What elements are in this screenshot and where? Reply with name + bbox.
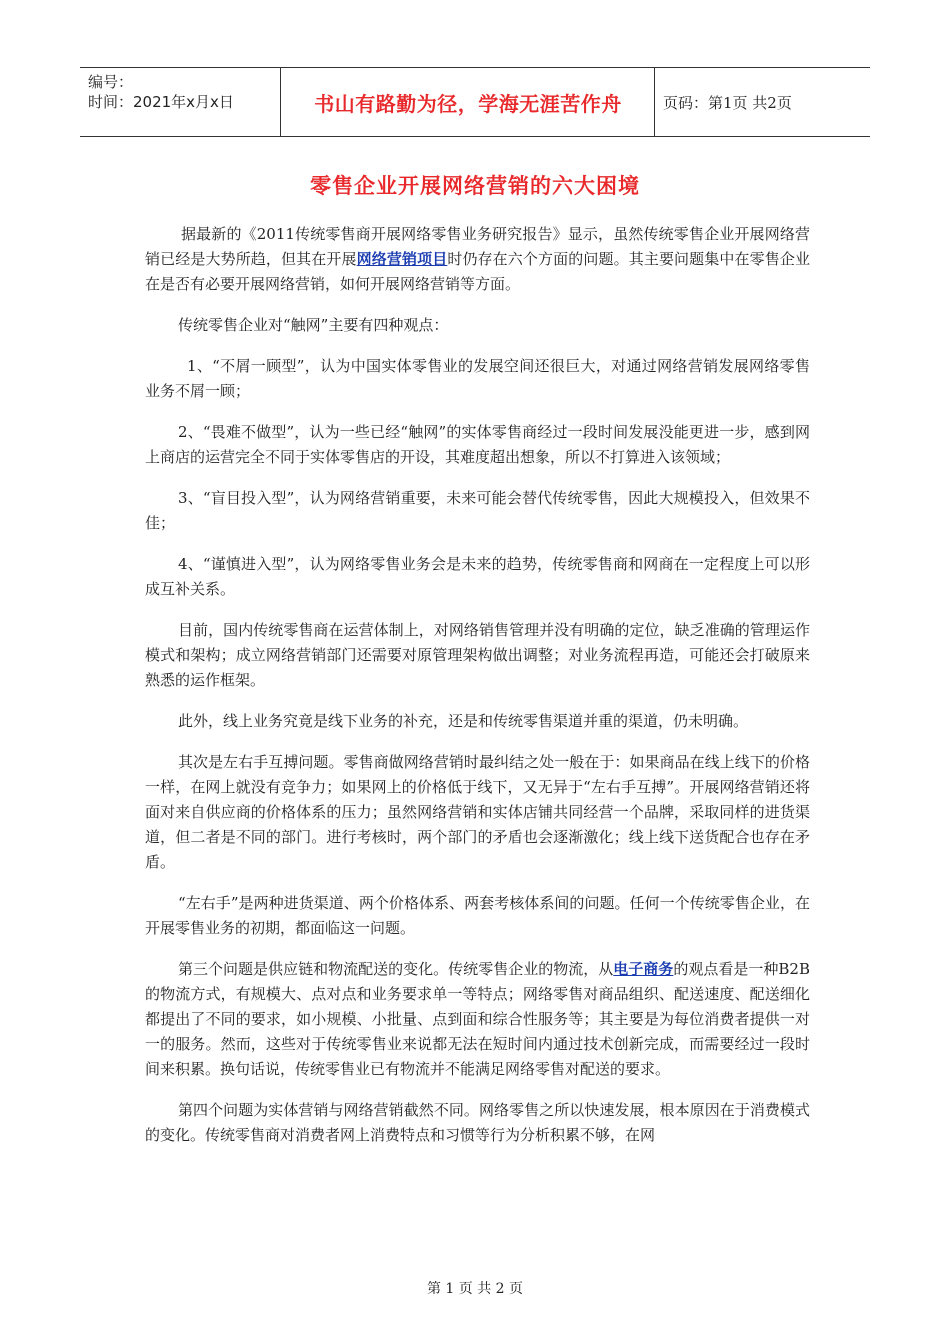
header-meta-cell (80, 68, 281, 136)
paragraph-text: 时仍存在六个方面的问题。其主要问题集中在零售企业在是否有必要开展网络营销，如何开展网络营销等方面。 (145, 250, 810, 293)
paragraph: 其次是左右手互搏问题。零售商做网络营销时最纠结之处一般在于：如果商品在线上线下的价格一样，在网上就没有竞争力；如果网上的价格低于线下，又无异于“左右手互搏”。开展网络营销还将面对来自供应商的价格体系的压力；虽然网络营销和实体店铺共同经营一个品牌，采取同样的进货渠道，但二者是不同的部门。进行考核时，两个部门的矛盾也会逐渐激化；线上线下送货配合也存在矛盾。 (145, 753, 810, 871)
page-header (80, 67, 870, 137)
header-page-info: 页码：第1页 共2页 (663, 93, 792, 112)
code-label: 编号： (88, 73, 134, 91)
list-item-3: 3、“盲目投入型”，认为网络营销重要，未来可能会替代传统零售，因此大规模投入，但效果不佳； (145, 489, 810, 532)
list-item-4: 4、“谨慎进入型”，认为网络零售业务会是未来的趋势，传统零售商和网商在一定程度上可以形成互补关系。 (145, 555, 810, 598)
list-item-2: 2、“畏难不做型”，认为一些已经“触网”的实体零售商经过一段时间发展没能更进一步，感到网上商店的运营完全不同于实体零售店的开设，其难度超出想象，所以不打算进入该领域； (145, 423, 810, 466)
paragraph: 传统零售企业对“触网”主要有四种观点： (178, 316, 449, 334)
paragraph-text: 第三个问题是供应链和物流配送的变化。传统零售企业的物流，从 (178, 960, 614, 978)
link-e-commerce[interactable]: 电子商务 (613, 960, 674, 978)
paragraph-intro (145, 222, 810, 297)
paragraph-supply-chain (145, 957, 810, 1082)
link-network-marketing-project[interactable]: 网络营销项目 (356, 250, 448, 268)
paragraph: 目前，国内传统零售商在运营体制上，对网络销售管理并没有明确的定位，缺乏准确的管理运作模式和架构；成立网络营销部门还需要对原管理架构做出调整；对业务流程再造，可能还会打破原来熟悉的运作框架。 (145, 621, 810, 689)
paragraph-text: 的观点看是一种B2B的物流方式，有规模大、点对点和业务要求单一等特点；网络零售对商品组织、配送速度、配送细化都提出了不同的要求，如小规模、小批量、点到面和综合性服务等；其主要是为每位消费者提供一对一的服务。然而，这些对于传统零售业来说都无法在短时间内通过技术创新完成，而需要经过一段时间来积累。换句话说，传统零售业已有物流并不能满足网络零售对配送的要求。 (145, 960, 810, 1078)
list-item-1: 1、“不屑一顾型”，认为中国实体零售业的发展空间还很巨大，对通过网络营销发展网络零售业务不屑一顾； (145, 357, 810, 400)
paragraph: 此外，线上业务究竟是线下业务的补充，还是和传统零售渠道并重的渠道，仍未明确。 (178, 712, 749, 730)
paragraph: 第四个问题为实体营销与网络营销截然不同。网络零售之所以快速发展，根本原因在于消费模式的变化。传统零售商对消费者网上消费特点和习惯等行为分析积累不够，在网 (145, 1101, 810, 1144)
header-motto: 书山有路勤为径，学海无涯苦作舟 (282, 68, 655, 136)
paragraph: “左右手”是两种进货渠道、两个价格体系、两套考核体系间的问题。任何一个传统零售企业，在开展零售业务的初期，都面临这一问题。 (145, 894, 810, 937)
page-footer: 第 1 页 共 2 页 (426, 1281, 524, 1297)
document-body (145, 222, 810, 1164)
paragraph-text: 据最新的《2011传统零售商开展网络零售业务研究报告》显示，虽然传统零售企业开展网络营销已经是大势所趋，但其在开展 (145, 225, 810, 268)
document-title: 零售企业开展网络营销的六大困境 (310, 174, 640, 198)
date-label: 时间：2021年x月x日 (88, 93, 234, 111)
